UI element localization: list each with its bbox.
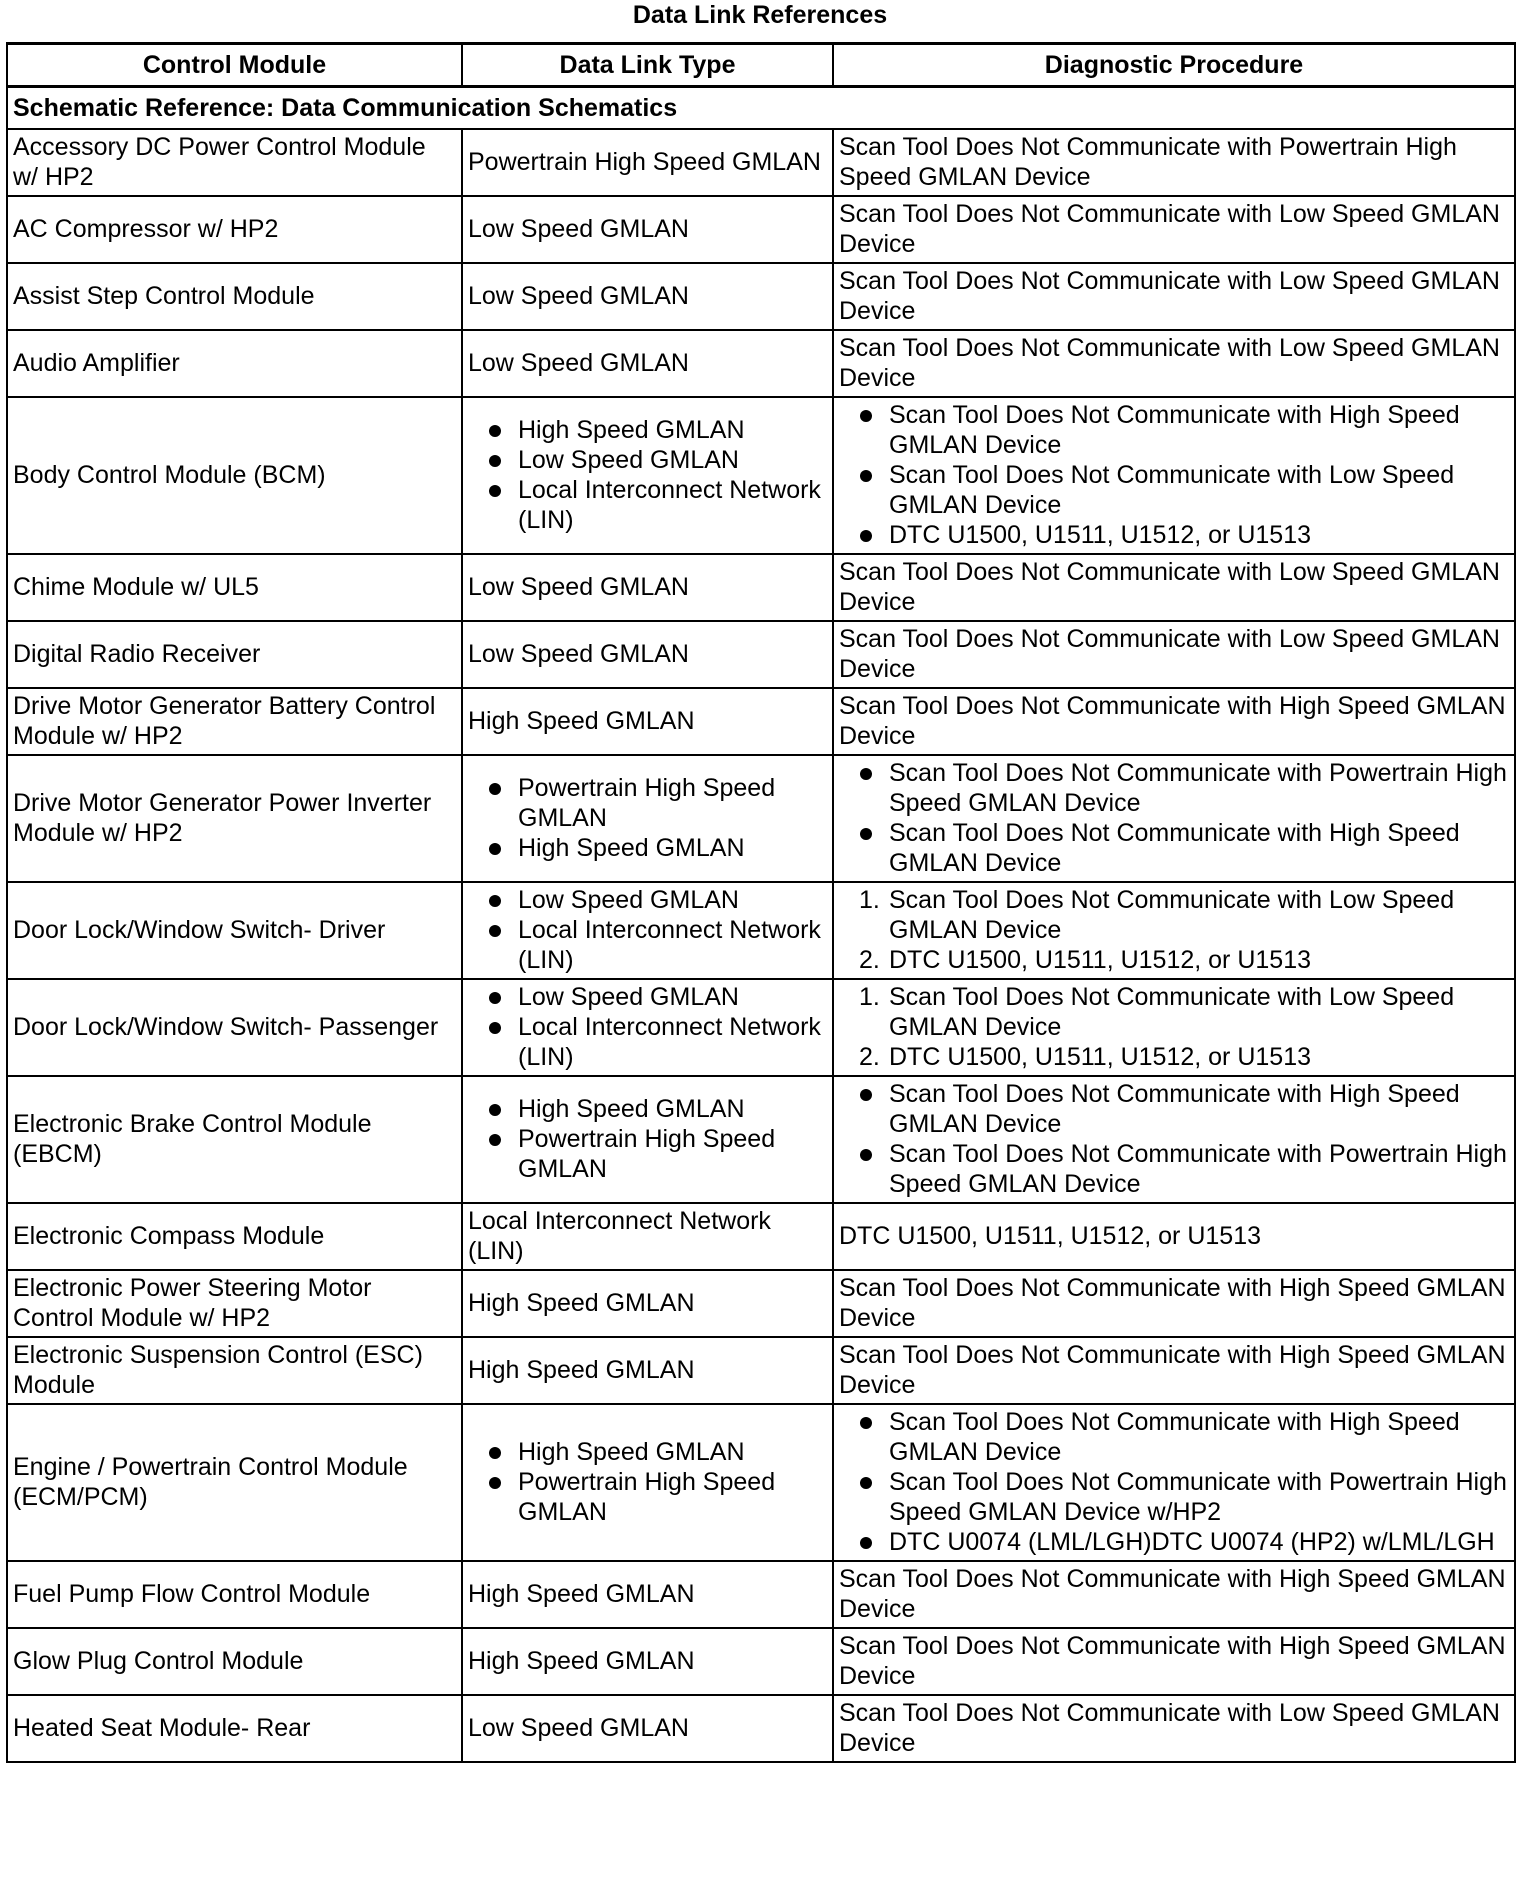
header-control-module: Control Module (7, 44, 462, 87)
list-item-text: Local Interconnect Network (LIN) (518, 476, 821, 534)
control-module-cell (7, 755, 462, 882)
list-item-text: High Speed GMLAN (518, 1438, 745, 1466)
list-item-text: Scan Tool Does Not Communicate with High Speed GMLAN Device (889, 1408, 1460, 1466)
list-item (839, 1467, 1509, 1527)
control-module-cell (7, 196, 462, 263)
list-item (468, 1094, 827, 1124)
control-module-name: Body Control Module (BCM) (13, 461, 326, 489)
list-item (839, 1527, 1509, 1557)
data-link-type-cell (462, 688, 833, 755)
control-module-cell (7, 397, 462, 554)
list-item (839, 982, 1509, 1042)
data-link-type-text: Low Speed GMLAN (468, 573, 689, 601)
control-module-cell (7, 1076, 462, 1203)
table-row (7, 129, 1515, 196)
list-item (839, 460, 1509, 520)
diagnostic-procedure-text: Scan Tool Does Not Communicate with High Speed GMLAN Device (839, 1341, 1506, 1399)
list-item (468, 915, 827, 975)
list-item-text: Scan Tool Does Not Communicate with High Speed GMLAN Device (889, 401, 1460, 459)
list-item (839, 400, 1509, 460)
control-module-cell (7, 1270, 462, 1337)
list-item (839, 818, 1509, 878)
diagnostic-procedure-text: Scan Tool Does Not Communicate with Low Speed GMLAN Device (839, 334, 1500, 392)
list-item (839, 1407, 1509, 1467)
list-item-text: Low Speed GMLAN (518, 886, 739, 914)
page-title: Data Link References (632, 1, 888, 29)
diagnostic-procedure-text: Scan Tool Does Not Communicate with Low Speed GMLAN Device (839, 200, 1500, 258)
list-item-text: High Speed GMLAN (518, 834, 745, 862)
diagnostic-procedure-numbered-list (839, 982, 1509, 1072)
control-module-cell (7, 621, 462, 688)
diagnostic-procedure-text: Scan Tool Does Not Communicate with Low Speed GMLAN Device (839, 625, 1500, 683)
list-item-text: Scan Tool Does Not Communicate with Low Speed GMLAN Device (889, 461, 1455, 519)
table-row (7, 1270, 1515, 1337)
list-item (839, 520, 1509, 550)
data-link-type-cell (462, 129, 833, 196)
control-module-name: Drive Motor Generator Battery Control Module w/ HP2 (13, 692, 436, 750)
control-module-cell (7, 1628, 462, 1695)
data-link-type-cell (462, 1337, 833, 1404)
list-number: 1. (859, 886, 880, 914)
diagnostic-procedure-text: Scan Tool Does Not Communicate with Low Speed GMLAN Device (839, 558, 1500, 616)
diagnostic-procedure-cell (833, 1404, 1515, 1561)
control-module-name: AC Compressor w/ HP2 (13, 215, 279, 243)
list-item-text: DTC U1500, U1511, U1512, or U1513 (889, 521, 1311, 549)
control-module-name: Electronic Suspension Control (ESC) Module (13, 1341, 423, 1399)
control-module-cell (7, 330, 462, 397)
diagnostic-procedure-text: Scan Tool Does Not Communicate with High Speed GMLAN Device (839, 1274, 1506, 1332)
list-item-text: Local Interconnect Network (LIN) (518, 1013, 821, 1071)
diagnostic-procedure-cell (833, 755, 1515, 882)
list-item-text: Scan Tool Does Not Communicate with Powertrain High Speed GMLAN Device (889, 1140, 1507, 1198)
list-item (839, 885, 1509, 945)
list-item-text: DTC U1500, U1511, U1512, or U1513 (889, 1043, 1311, 1071)
control-module-name: Door Lock/Window Switch- Driver (13, 916, 386, 944)
diagnostic-procedure-cell (833, 330, 1515, 397)
diagnostic-procedure-cell (833, 1076, 1515, 1203)
diagnostic-procedure-text: Scan Tool Does Not Communicate with Powertrain High Speed GMLAN Device (839, 133, 1457, 191)
list-item-text: High Speed GMLAN (518, 416, 745, 444)
diagnostic-procedure-cell (833, 196, 1515, 263)
list-item (468, 982, 827, 1012)
list-item-text: Scan Tool Does Not Communicate with Low Speed GMLAN Device (889, 886, 1455, 944)
diagnostic-procedure-text: Scan Tool Does Not Communicate with High Speed GMLAN Device (839, 692, 1506, 750)
control-module-cell (7, 979, 462, 1076)
diagnostic-procedure-cell (833, 688, 1515, 755)
control-module-name: Chime Module w/ UL5 (13, 573, 259, 601)
data-link-type-cell (462, 1695, 833, 1762)
control-module-cell (7, 1561, 462, 1628)
control-module-cell (7, 1337, 462, 1404)
diagnostic-procedure-text: Scan Tool Does Not Communicate with Low Speed GMLAN Device (839, 267, 1500, 325)
list-item-text: High Speed GMLAN (518, 1095, 745, 1123)
control-module-name: Accessory DC Power Control Module w/ HP2 (13, 133, 426, 191)
control-module-name: Drive Motor Generator Power Inverter Module w/ HP2 (13, 789, 432, 847)
data-link-type-text: High Speed GMLAN (468, 1580, 695, 1608)
diagnostic-procedure-bullet-list (839, 1079, 1509, 1199)
list-number: 2. (859, 946, 880, 974)
list-item-text: Scan Tool Does Not Communicate with Low Speed GMLAN Device (889, 983, 1455, 1041)
diagnostic-procedure-text: Scan Tool Does Not Communicate with High Speed GMLAN Device (839, 1632, 1506, 1690)
data-link-type-cell (462, 263, 833, 330)
list-item (468, 1124, 827, 1184)
data-link-type-cell (462, 755, 833, 882)
diagnostic-procedure-cell (833, 554, 1515, 621)
diagnostic-procedure-numbered-list (839, 885, 1509, 975)
table-row (7, 196, 1515, 263)
control-module-cell (7, 1203, 462, 1270)
list-item (468, 833, 827, 863)
list-item (839, 758, 1509, 818)
data-link-type-cell (462, 1404, 833, 1561)
list-item-text: Low Speed GMLAN (518, 446, 739, 474)
header-data-link-type: Data Link Type (462, 44, 833, 87)
diagnostic-procedure-cell (833, 979, 1515, 1076)
table-row (7, 1404, 1515, 1561)
list-item-text: Scan Tool Does Not Communicate with Powertrain High Speed GMLAN Device (889, 759, 1507, 817)
table-row (7, 882, 1515, 979)
header-row (7, 44, 1515, 87)
data-link-type-bullet-list (468, 1094, 827, 1184)
data-link-type-text: High Speed GMLAN (468, 1647, 695, 1675)
list-item (839, 1042, 1509, 1072)
diagnostic-procedure-cell (833, 882, 1515, 979)
data-link-type-bullet-list (468, 982, 827, 1072)
list-item-text: DTC U0074 (LML/LGH)DTC U0074 (HP2) w/LML/LGH (889, 1528, 1495, 1556)
data-link-type-bullet-list (468, 885, 827, 975)
schematic-reference: Schematic Reference: Data Communication Schematics (7, 87, 1515, 130)
table-row (7, 755, 1515, 882)
data-link-type-bullet-list (468, 1437, 827, 1527)
control-module-name: Digital Radio Receiver (13, 640, 261, 668)
diagnostic-procedure-bullet-list (839, 1407, 1509, 1557)
list-number: 1. (859, 983, 880, 1011)
table-row (7, 554, 1515, 621)
table-row (7, 397, 1515, 554)
table-row (7, 1203, 1515, 1270)
table-row (7, 621, 1515, 688)
table-row (7, 979, 1515, 1076)
diagnostic-procedure-cell (833, 129, 1515, 196)
data-link-type-text: Low Speed GMLAN (468, 282, 689, 310)
list-item-text: Powertrain High Speed GMLAN (518, 1468, 776, 1526)
list-item-text: Powertrain High Speed GMLAN (518, 1125, 776, 1183)
control-module-name: Fuel Pump Flow Control Module (13, 1580, 371, 1608)
control-module-name: Electronic Brake Control Module (EBCM) (13, 1110, 372, 1168)
list-item-text: Scan Tool Does Not Communicate with Powertrain High Speed GMLAN Device w/HP2 (889, 1468, 1507, 1526)
list-item-text: DTC U1500, U1511, U1512, or U1513 (889, 946, 1311, 974)
data-link-type-cell (462, 196, 833, 263)
control-module-cell (7, 129, 462, 196)
data-link-type-text: Low Speed GMLAN (468, 349, 689, 377)
data-link-type-cell (462, 330, 833, 397)
data-link-type-bullet-list (468, 773, 827, 863)
control-module-name: Glow Plug Control Module (13, 1647, 304, 1675)
control-module-name: Electronic Compass Module (13, 1222, 325, 1250)
list-item (468, 885, 827, 915)
data-link-type-cell (462, 397, 833, 554)
section-row (7, 87, 1515, 130)
data-link-type-text: High Speed GMLAN (468, 1356, 695, 1384)
control-module-cell (7, 1404, 462, 1561)
table-row (7, 688, 1515, 755)
data-link-type-cell (462, 1203, 833, 1270)
control-module-cell (7, 882, 462, 979)
list-item-text: Powertrain High Speed GMLAN (518, 774, 776, 832)
list-item-text: Low Speed GMLAN (518, 983, 739, 1011)
list-item (468, 773, 827, 833)
data-link-type-text: Local Interconnect Network (LIN) (468, 1207, 771, 1265)
data-link-type-cell (462, 1628, 833, 1695)
diagnostic-procedure-cell (833, 1270, 1515, 1337)
data-link-type-bullet-list (468, 415, 827, 535)
list-item (839, 1079, 1509, 1139)
control-module-cell (7, 263, 462, 330)
data-link-type-text: Low Speed GMLAN (468, 1714, 689, 1742)
diagnostic-procedure-text: DTC U1500, U1511, U1512, or U1513 (839, 1222, 1261, 1250)
data-link-type-cell (462, 1270, 833, 1337)
control-module-cell (7, 554, 462, 621)
data-link-type-cell (462, 554, 833, 621)
table-row (7, 1561, 1515, 1628)
list-item (468, 1012, 827, 1072)
data-link-type-cell (462, 882, 833, 979)
diagnostic-procedure-text: Scan Tool Does Not Communicate with High Speed GMLAN Device (839, 1565, 1506, 1623)
diagnostic-procedure-bullet-list (839, 758, 1509, 878)
list-item-text: Scan Tool Does Not Communicate with High Speed GMLAN Device (889, 1080, 1460, 1138)
diagnostic-procedure-cell (833, 1695, 1515, 1762)
list-item (468, 415, 827, 445)
list-item (468, 445, 827, 475)
control-module-name: Audio Amplifier (13, 349, 180, 377)
table-row (7, 1628, 1515, 1695)
data-link-type-cell (462, 1561, 833, 1628)
table-row (7, 1337, 1515, 1404)
data-link-type-text: Powertrain High Speed GMLAN (468, 148, 821, 176)
data-link-type-text: High Speed GMLAN (468, 707, 695, 735)
data-link-type-cell (462, 1076, 833, 1203)
list-number: 2. (859, 1043, 880, 1071)
control-module-name: Door Lock/Window Switch- Passenger (13, 1013, 439, 1041)
diagnostic-procedure-cell (833, 263, 1515, 330)
data-link-type-cell (462, 621, 833, 688)
control-module-cell (7, 688, 462, 755)
table-body (7, 87, 1515, 1763)
diagnostic-procedure-cell (833, 621, 1515, 688)
control-module-name: Engine / Powertrain Control Module (ECM/PCM) (13, 1453, 408, 1511)
control-module-name: Electronic Power Steering Motor Control Module w/ HP2 (13, 1274, 372, 1332)
diagnostic-procedure-text: Scan Tool Does Not Communicate with Low Speed GMLAN Device (839, 1699, 1500, 1757)
control-module-cell (7, 1695, 462, 1762)
diagnostic-procedure-cell (833, 1203, 1515, 1270)
list-item (468, 1467, 827, 1527)
data-link-type-text: High Speed GMLAN (468, 1289, 695, 1317)
list-item (839, 1139, 1509, 1199)
control-module-name: Assist Step Control Module (13, 282, 315, 310)
table-row (7, 1695, 1515, 1762)
table-row (7, 1076, 1515, 1203)
diagnostic-procedure-cell (833, 1337, 1515, 1404)
list-item (468, 475, 827, 535)
diagnostic-procedure-bullet-list (839, 400, 1509, 550)
data-link-type-text: Low Speed GMLAN (468, 215, 689, 243)
list-item (468, 1437, 827, 1467)
list-item (839, 945, 1509, 975)
data-link-type-cell (462, 979, 833, 1076)
data-link-type-text: Low Speed GMLAN (468, 640, 689, 668)
data-link-table (6, 42, 1516, 1763)
list-item-text: Scan Tool Does Not Communicate with High Speed GMLAN Device (889, 819, 1460, 877)
diagnostic-procedure-cell (833, 1628, 1515, 1695)
header-diagnostic-procedure: Diagnostic Procedure (833, 44, 1515, 87)
table-row (7, 263, 1515, 330)
control-module-name: Heated Seat Module- Rear (13, 1714, 311, 1742)
table-row (7, 330, 1515, 397)
diagnostic-procedure-cell (833, 1561, 1515, 1628)
diagnostic-procedure-cell (833, 397, 1515, 554)
list-item-text: Local Interconnect Network (LIN) (518, 916, 821, 974)
